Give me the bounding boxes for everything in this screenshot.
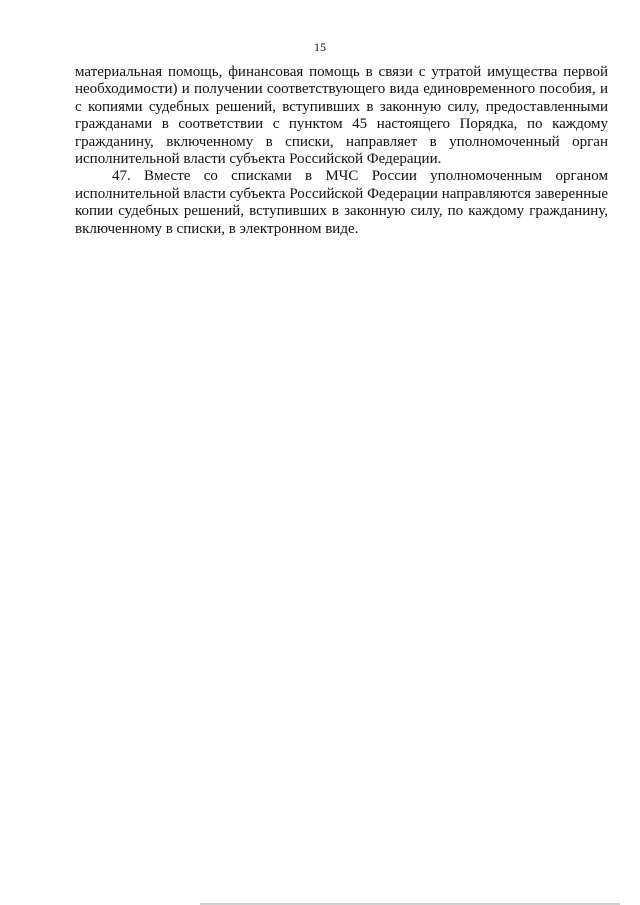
paragraph-continuation: материальная помощь, финансовая помощь в связи с утратой имущества первой необходимости) и получении соответствующего вида единовременного пособия, и с копиями судебных решений, вступивших в законную силу, предоставленными гражданами в соответствии с пунктом 45 настоящего Порядка, по каждому гражданину, включенному в списки, направляет в уполномоченный орган исполнительной власти субъекта Российской Федерации. — [75, 64, 608, 168]
paragraph-47: 47. Вместе со списками в МЧС России уполномоченным органом исполнительной власти субъекта Российской Федерации направляются заверенные копии судебных решений, вступивших в законную силу, по каждому гражданину, включенному в списки, в электронном виде. — [75, 168, 608, 237]
page-number: 15 — [314, 40, 326, 54]
document-body — [75, 64, 608, 238]
